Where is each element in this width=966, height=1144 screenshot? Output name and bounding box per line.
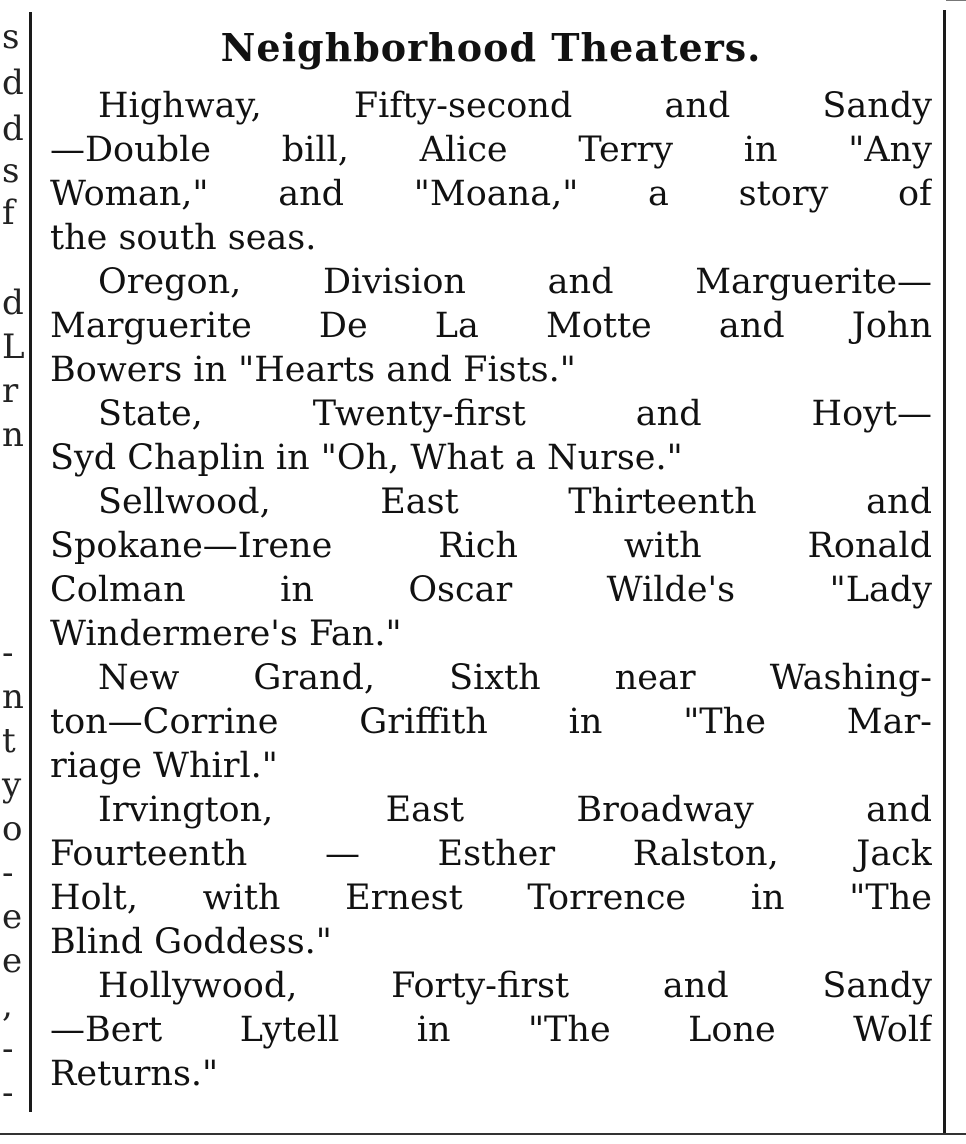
listing-line: —Bert Lytell in "The Lone Wolf [50,1010,932,1050]
article-headline: Neighborhood Theaters. [220,25,762,70]
gutter-char: e [2,897,23,937]
column-rule-right [943,10,946,1134]
listing-line: Windermere's Fan." [50,614,402,654]
adjacent-column-fragment [0,0,26,1110]
listing-line: New Grand, Sixth near Washing- [98,658,932,698]
theater-listing-new-grand [50,656,932,788]
listing-line: Bowers in "Hearts and Fists." [50,350,576,390]
listing-line: Syd Chaplin in "Oh, What a Nurse." [50,438,683,478]
gutter-char: f [2,193,15,233]
listing-line: Colman in Oscar Wilde's "Lady [50,570,932,610]
listing-line: Highway, Fifty-second and Sandy [98,86,932,126]
listing-line: Woman," and "Moana," a story of [50,174,932,214]
gutter-char: d [2,283,24,323]
theater-listing-highway [50,84,932,260]
gutter-char: - [2,633,14,673]
gutter-char: s [2,17,20,57]
gutter-char: o [2,809,23,849]
theater-listing-state [50,392,932,480]
listing-line: the south seas. [50,218,317,258]
listing-line: Hollywood, Forty-first and Sandy [98,966,932,1006]
gutter-char: t [2,721,16,761]
theater-listing-irvington [50,788,932,964]
gutter-char: - [2,1029,14,1069]
bottom-rule [0,1133,966,1135]
listing-line: Fourteenth — Esther Ralston, Jack [50,834,932,874]
gutter-char: y [2,765,22,805]
gutter-char: - [2,853,14,893]
gutter-char: d [2,63,24,103]
listing-line: Sellwood, East Thirteenth and [98,482,932,522]
top-rule [946,0,966,1]
listing-line: Marguerite De La Motte and John [50,306,932,346]
article-column [50,20,932,1096]
listing-line: riage Whirl." [50,746,278,786]
gutter-char: L [2,327,25,367]
listing-line: Blind Goddess." [50,922,332,962]
listing-line: Returns." [50,1054,219,1094]
listing-line: ton—Corrine Griffith in "The Mar- [50,702,932,742]
theater-listing-oregon [50,260,932,392]
gutter-char: n [2,677,24,717]
gutter-char: - [2,1073,14,1110]
listing-line: Oregon, Division and Marguerite— [98,262,932,302]
theater-listing-sellwood [50,480,932,656]
listing-line: State, Twenty-first and Hoyt— [98,394,932,434]
listing-line: Irvington, East Broadway and [98,790,932,830]
gutter-char: n [2,415,24,455]
gutter-char: , [2,985,13,1025]
listing-line: —Double bill, Alice Terry in "Any [50,130,932,170]
theater-listing-hollywood [50,964,932,1096]
gutter-char: r [2,371,19,411]
gutter-char: d [2,109,24,149]
listing-line: Holt, with Ernest Torrence in "The [50,878,932,918]
gutter-char: e [2,941,23,981]
gutter-char: s [2,151,20,191]
column-rule-left [29,12,32,1112]
listing-line: Spokane—Irene Rich with Ronald [50,526,932,566]
